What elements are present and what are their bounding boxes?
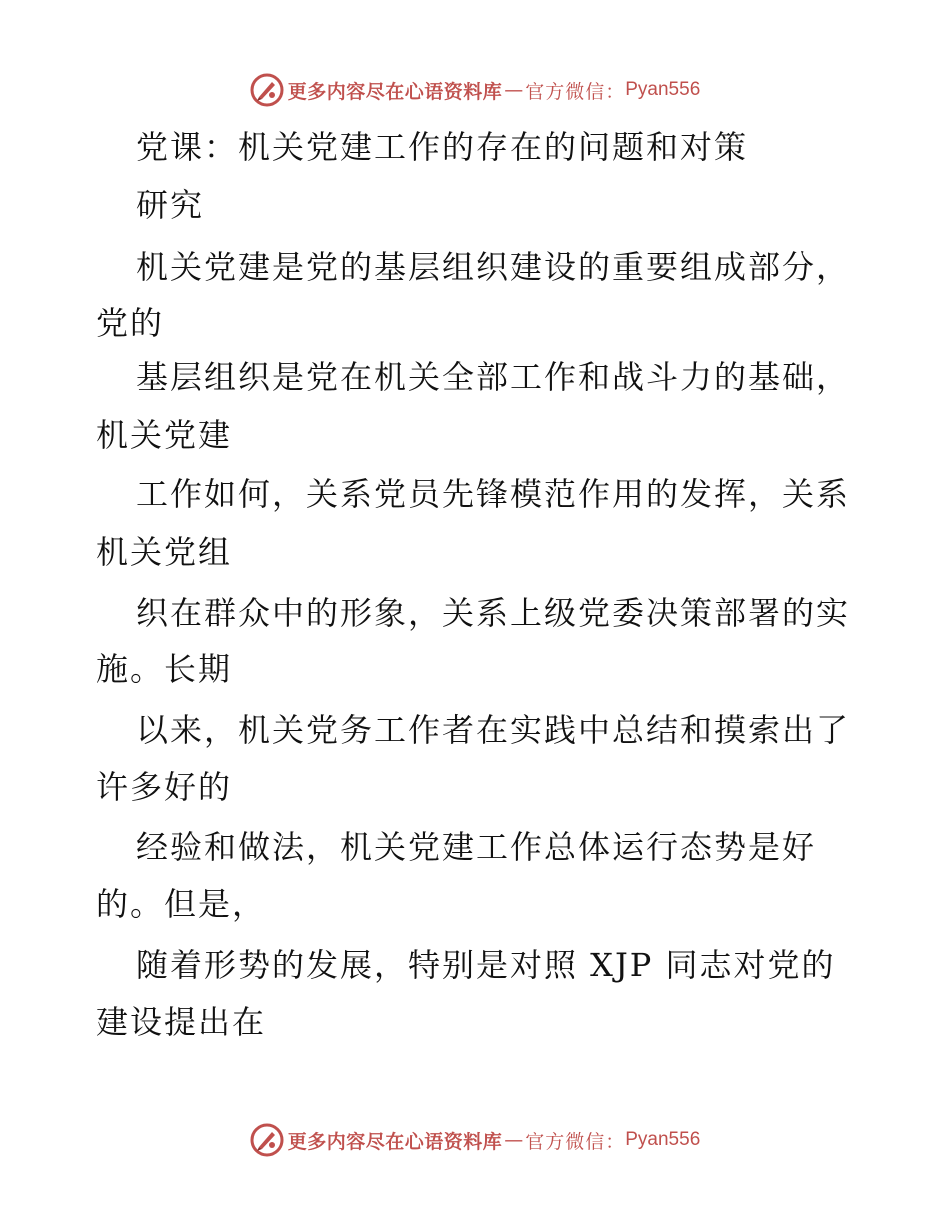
document-title-line-1: 党课：机关党建工作的存在的问题和对策 — [136, 128, 749, 166]
banner-dash: — — [504, 1129, 524, 1151]
document-title-line-2: 研究 — [136, 186, 205, 224]
paragraph-line: 的。但是， — [96, 885, 267, 923]
header-banner — [0, 70, 950, 110]
paragraph-line: 施。长期 — [96, 650, 233, 688]
banner-wechat-label: 官方微信： — [525, 80, 626, 103]
paragraph-line: 随着形势的发展，特别是对照 XJP 同志对党的 — [136, 946, 836, 984]
paragraph-line: 织在群众中的形象，关系上级党委决策部署的实 — [136, 594, 851, 632]
banner-wechat-label: 官方微信： — [525, 1130, 626, 1153]
paragraph-line: 经验和做法，机关党建工作总体运行态势是好 — [136, 828, 817, 866]
paragraph-line: 以来，机关党务工作者在实践中总结和摸索出了 — [136, 711, 851, 749]
paragraph-line: 基层组织是党在机关全部工作和战斗力的基础， — [136, 358, 851, 396]
quill-pen-logo-icon — [250, 1123, 284, 1157]
quill-pen-logo-icon — [250, 73, 284, 107]
paragraph-line: 许多好的 — [96, 768, 233, 806]
banner-brand-text: 更多内容尽在心语资料库 — [287, 1130, 503, 1153]
banner-wechat-id: Pyan556 — [625, 1129, 701, 1150]
paragraph-line: 建设提出在 — [96, 1003, 267, 1041]
paragraph-line: 机关党建是党的基层组织建设的重要组成部分， — [136, 248, 851, 286]
banner-dash: — — [504, 79, 524, 101]
paragraph-line: 机关党组 — [96, 533, 233, 571]
footer-banner — [0, 1120, 950, 1160]
paragraph-line: 机关党建 — [96, 416, 233, 454]
banner-brand-text: 更多内容尽在心语资料库 — [287, 80, 503, 103]
banner-wechat-id: Pyan556 — [625, 79, 701, 100]
paragraph-line: 工作如何，关系党员先锋模范作用的发挥，关系 — [136, 475, 851, 513]
paragraph-line: 党的 — [96, 304, 165, 342]
